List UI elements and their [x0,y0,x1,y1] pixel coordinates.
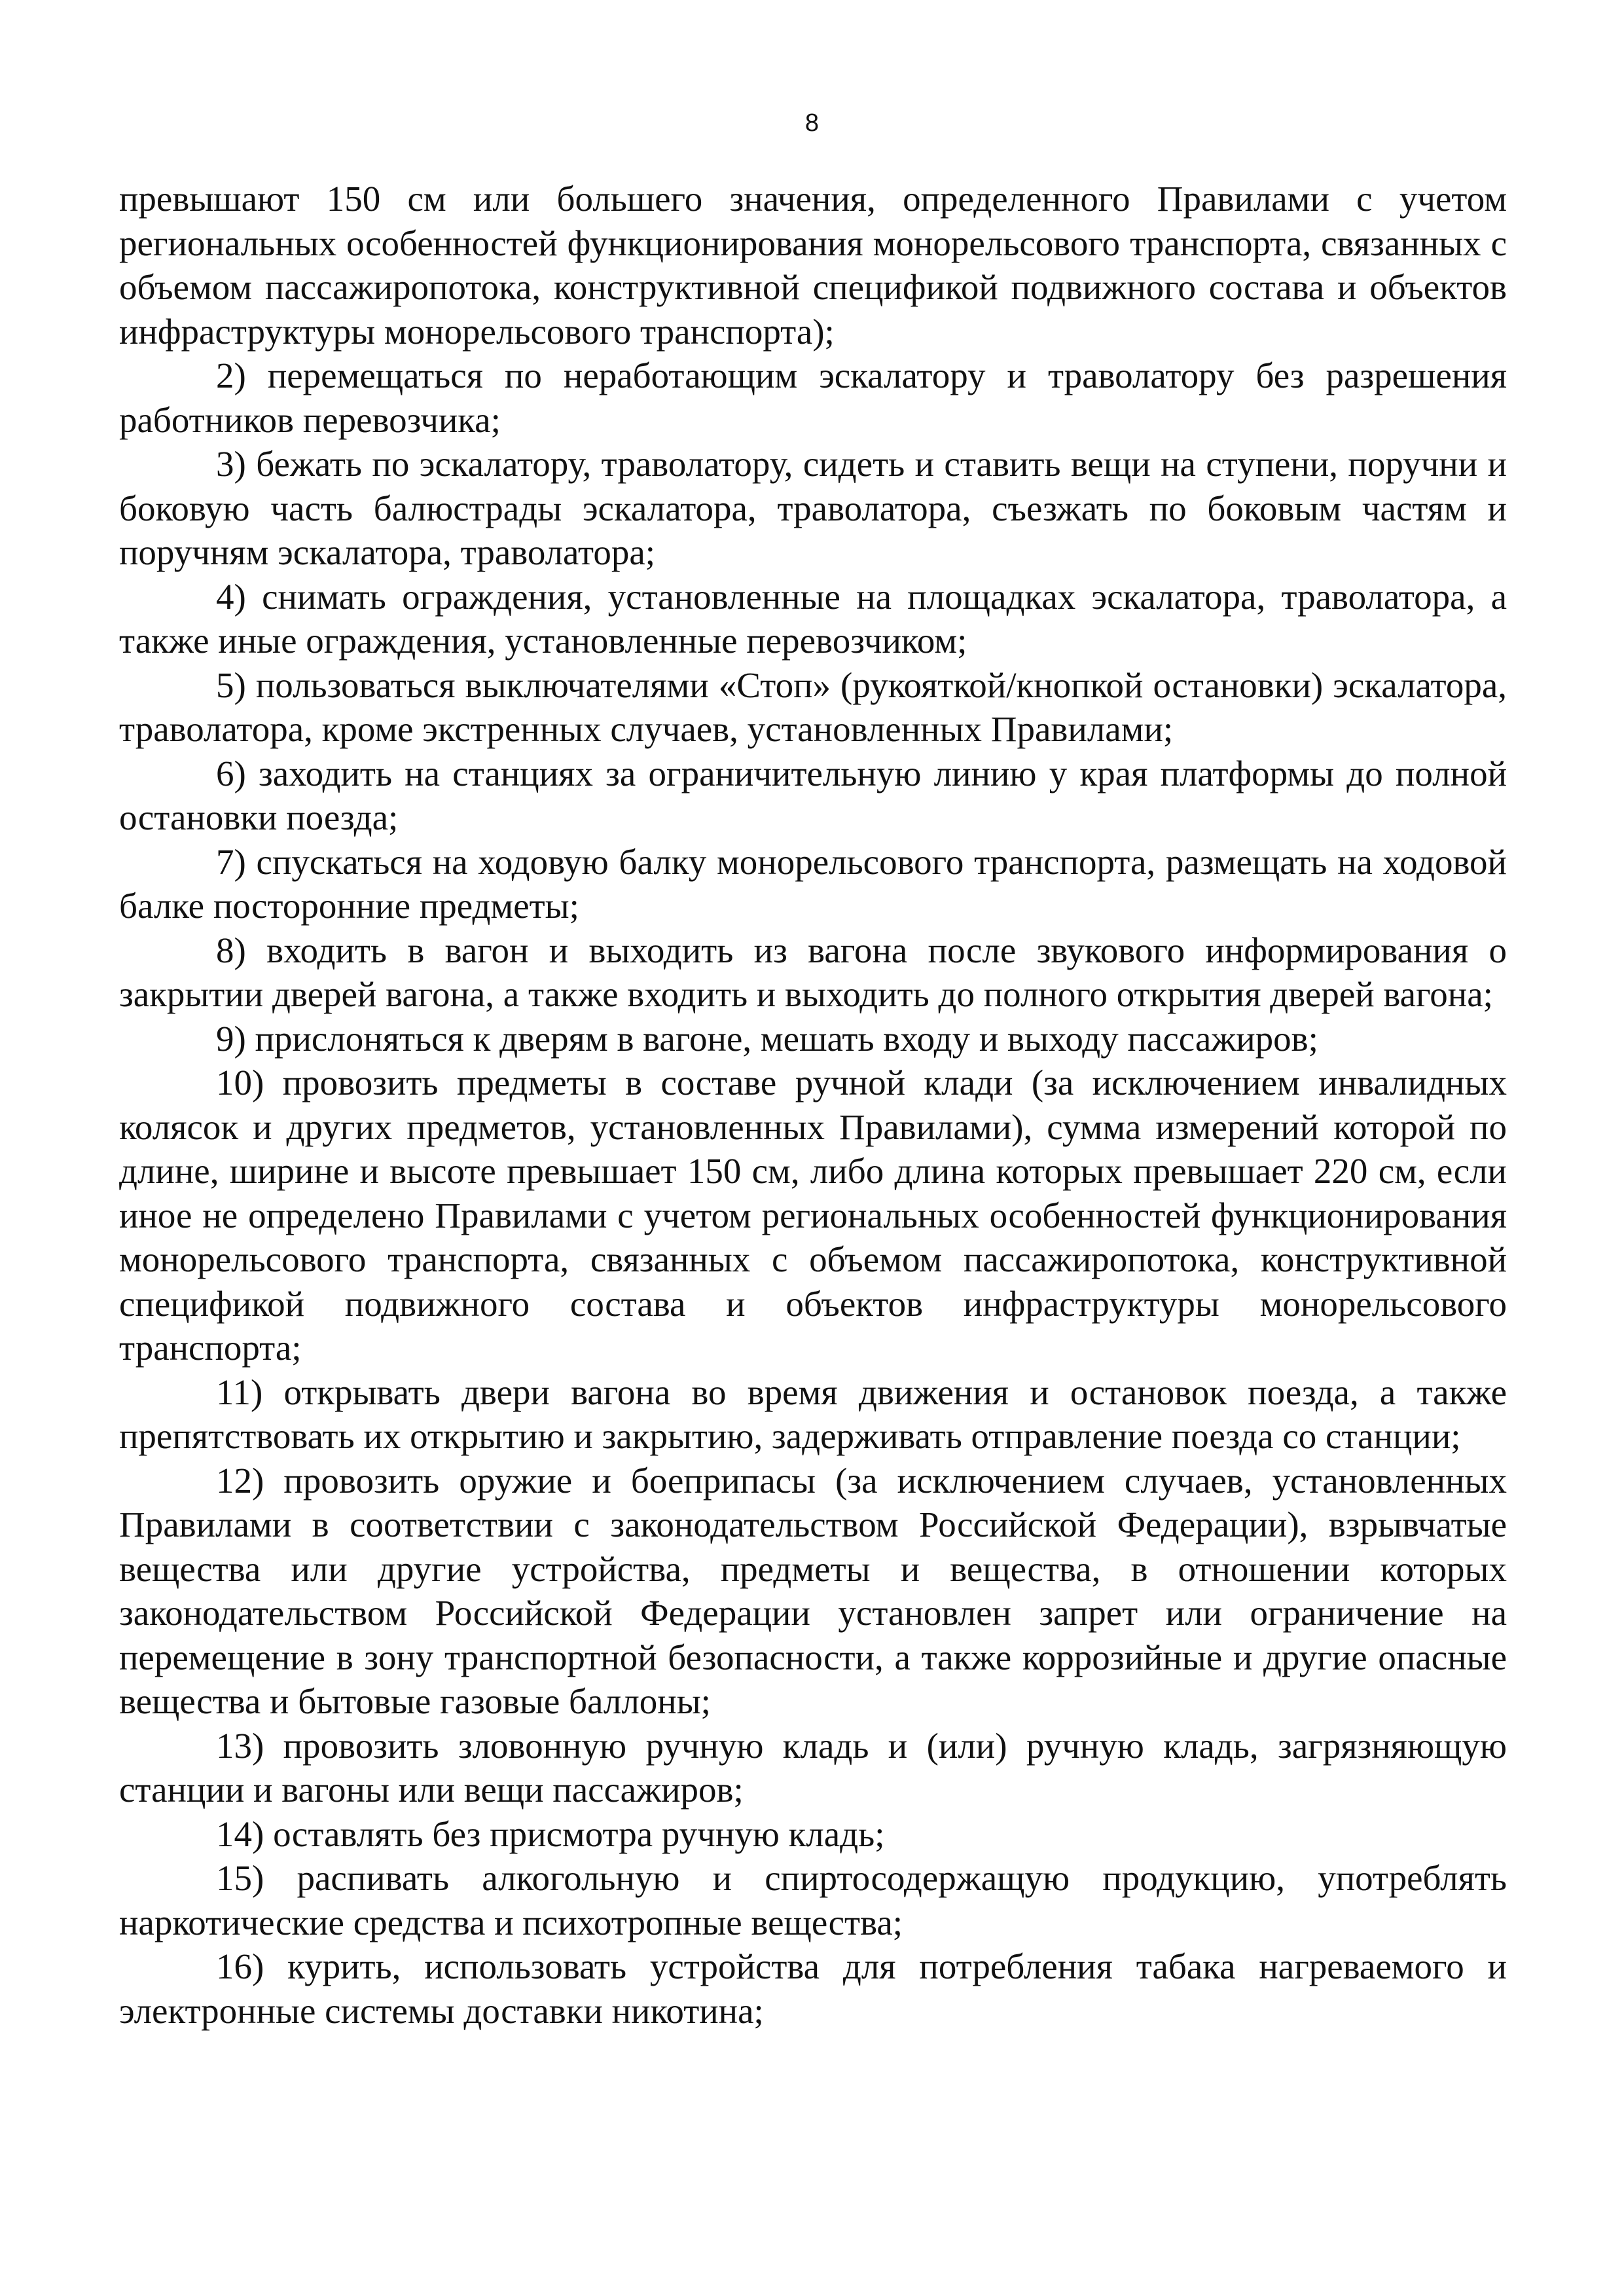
list-item-2: 2) перемещаться по неработающим эскалатору и траволатору без разрешения работников перевозчика; [119,355,1507,440]
paragraph-continuation: превышают 150 см или большего значения, определенного Правилами с учетом региональных особенностей функционирования монорельсового транспорта, связанных с объемом пассажиропотока, конструктивной спецификой подвижного состава и объектов инфраструктуры монорельсового транспорта); [119,179,1507,352]
list-item-13: 13) провозить зловонную ручную кладь и (или) ручную кладь, загрязняющую станции и вагоны или вещи пассажиров; [119,1725,1507,1810]
list-item-9: 9) прислоняться к дверям в вагоне, мешать входу и выходу пассажиров; [216,1018,1318,1059]
list-item-14: 14) оставлять без присмотра ручную кладь; [216,1813,885,1854]
list-item-6: 6) заходить на станциях за ограничительную линию у края платформы до полной остановки поезда; [119,753,1507,837]
page-number: 8 [804,109,820,137]
list-item-5: 5) пользоваться выключателями «Стоп» (рукояткой/кнопкой остановки) эскалатора, траволатора, кроме экстренных случаев, установленных Правилами; [119,665,1507,749]
list-item-7: 7) спускаться на ходовую балку монорельсового транспорта, размещать на ходовой балке посторонние предметы; [119,841,1507,926]
list-item-3: 3) бежать по эскалатору, траволатору, сидеть и ставить вещи на ступени, поручни и боковую часть балюстрады эскалатора, траволатора, съезжать по боковым частям и поручням эскалатора, траволатора; [119,444,1507,572]
list-item-10: 10) провозить предметы в составе ручной клади (за исключением инвалидных колясок и других предметов, установленных Правилами), сумма измерений которой по длине, ширине и высоте превышает 150 см, либо длина которых превышает 220 см, если иное не определено Правилами с учетом региональных особенностей функционирования монорельсового транспорта, связанных с объемом пассажиропотока, конструктивной спецификой подвижного состава и объектов инфраструктуры монорельсового транспорта; [119,1063,1507,1368]
list-item-11: 11) открывать двери вагона во время движения и остановок поезда, а также препятствовать их открытию и закрытию, задерживать отправление поезда со станции; [119,1372,1507,1456]
list-item-12: 12) провозить оружие и боеприпасы (за исключением случаев, установленных Правилами в соответствии с законодательством Российской Федерации), взрывчатые вещества или другие устройства, предметы и вещества, в отношении которых законодательством Российской Федерации установлен запрет или ограничение на перемещение в зону транспортной безопасности, а также коррозийные и другие опасные вещества и бытовые газовые баллоны; [119,1460,1507,1721]
list-item-16: 16) курить, использовать устройства для потребления табака нагреваемого и электронные системы доставки никотина; [119,1946,1507,2031]
list-item-4: 4) снимать ограждения, установленные на площадках эскалатора, траволатора, а также иные ограждения, установленные перевозчиком; [119,576,1507,661]
list-item-8: 8) входить в вагон и выходить из вагона после звукового информирования о закрытии дверей вагона, а также входить и выходить до полного открытия дверей вагона; [119,930,1507,1014]
document-body [119,177,1507,2033]
list-item-15: 15) распивать алкогольную и спиртосодержащую продукцию, употреблять наркотические средства и психотропные вещества; [119,1858,1507,1942]
